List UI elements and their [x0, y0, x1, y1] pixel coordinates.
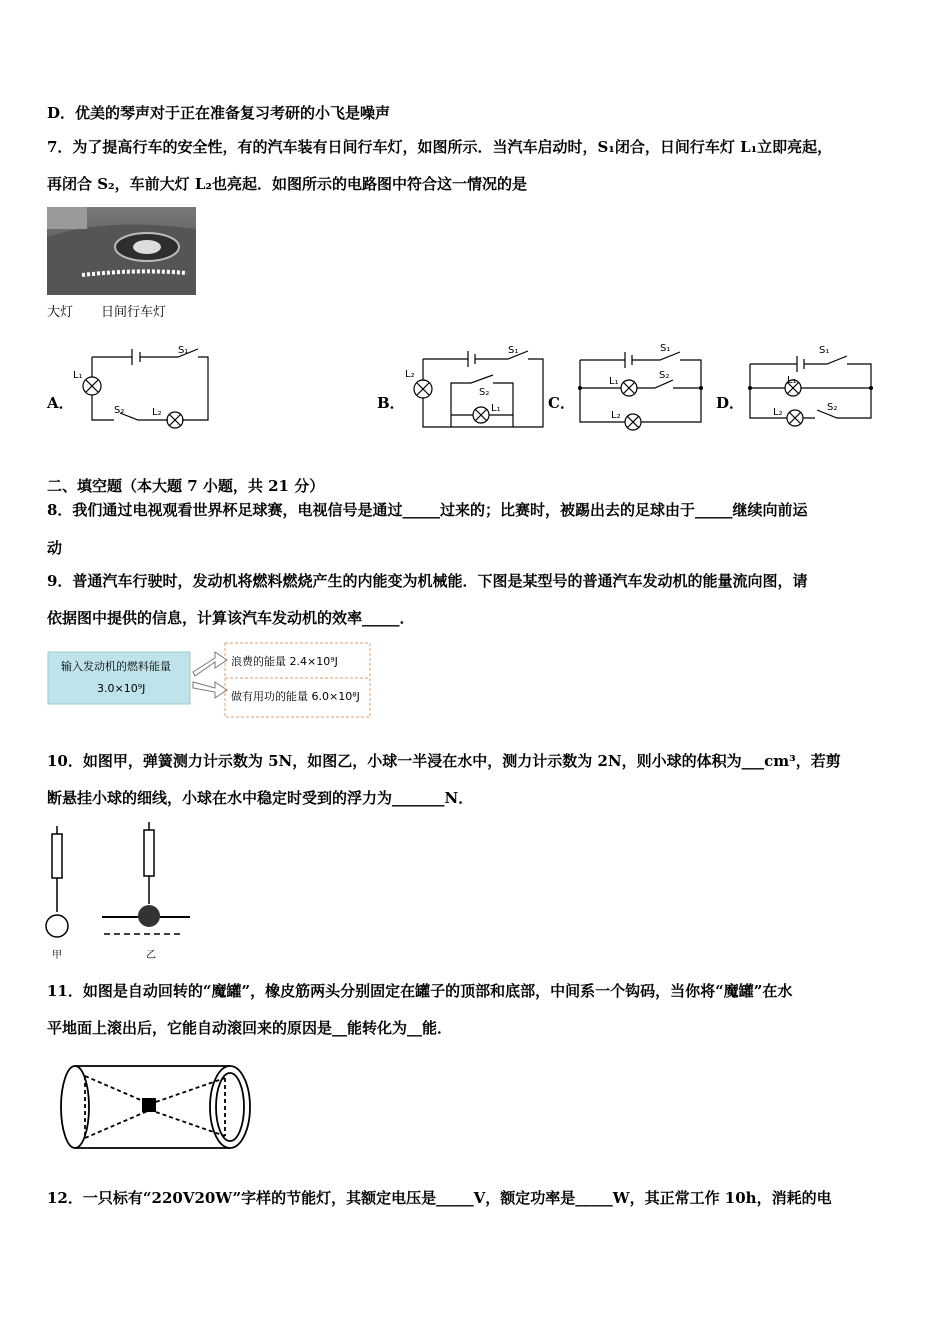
- circuit-b-s1: S₁: [508, 345, 519, 356]
- circuit-b-l2: L₂: [405, 369, 415, 380]
- energy-flow-diagram: [45, 640, 375, 722]
- input-value: 3.0×10⁹J: [97, 682, 146, 695]
- circuit-b: [403, 343, 546, 431]
- option-d-text: D．优美的琴声对于正在准备复习考研的小飞是噪声: [47, 104, 391, 122]
- q9-line2: 依据图中提供的信息，计算该汽车发动机的效率_____．: [47, 609, 415, 627]
- useful-energy: 做有用功的能量 6.0×10⁸J: [231, 690, 360, 703]
- circuit-d-s1: S₁: [819, 345, 830, 356]
- circuit-b-s2: S₂: [479, 387, 490, 398]
- circuit-d-s2: S₂: [827, 402, 838, 413]
- circuit-a: [70, 345, 212, 430]
- q11-line2: 平地面上滚出后，它能自动滚回来的原因是__能转化为__能．: [47, 1019, 453, 1037]
- circuit-d: [745, 340, 875, 432]
- circuit-d-l1: L₁: [787, 375, 797, 386]
- q12-line1: 12．一只标有“220V20W”字样的节能灯，其额定电压是_____V，额定功率是_____W，其正常工作 10h，消耗的电: [47, 1189, 832, 1207]
- option-d-label: D．: [716, 394, 745, 412]
- option-b-label: B．: [377, 394, 405, 412]
- option-a-label: A．: [47, 394, 74, 412]
- input-label: 输入发动机的燃料能量: [61, 660, 171, 673]
- q7-line1: 7．为了提高行车的安全性，有的汽车装有日间行车灯，如图所示．当汽车启动时，S₁闭合，日间行车灯 L₁立即亮起，: [47, 138, 833, 156]
- q9-line1: 9．普通汽车行驶时，发动机将燃料燃烧产生的内能变为机械能．下图是某型号的普通汽车发动机的能量流向图，请: [47, 572, 808, 590]
- caption-headlight: 大灯: [47, 305, 74, 320]
- option-c-label: C．: [548, 394, 575, 412]
- q8-line2: 动: [47, 539, 63, 557]
- circuit-a-l2: L₂: [152, 407, 162, 418]
- circuit-a-s2: S₂: [114, 405, 125, 416]
- q10-line1: 10．如图甲，弹簧测力计示数为 5N，如图乙，小球一半浸在水中，测力计示数为 2N，则小球的体积为___cm³，若剪: [47, 752, 841, 770]
- car-photo-drawing: [47, 207, 196, 295]
- q11-line1: 11．如图是自动回转的“魔罐”，橡皮筋两头分别固定在罐子的顶部和底部，中间系一个钩码，当你将“魔罐”在水: [47, 982, 793, 1000]
- circuit-c-l2: L₂: [611, 410, 621, 421]
- circuit-b-l1: L₁: [491, 403, 501, 414]
- car-photo: [47, 207, 196, 295]
- circuit-c: [575, 340, 705, 432]
- q8-line1: 8．我们通过电视观看世界杯足球赛，电视信号是通过_____过来的；比赛时，被踢出去的足球由于_____继续向前运: [47, 501, 808, 519]
- magic-can-figure: [55, 1058, 260, 1156]
- circuit-a-s1: S₁: [178, 345, 189, 356]
- spring-scale-figure: [42, 822, 197, 962]
- fig-yi: 乙: [146, 950, 156, 961]
- q10-line2: 断悬挂小球的细线，小球在水中稳定时受到的浮力为_______N．: [47, 789, 474, 807]
- circuit-c-s2: S₂: [659, 370, 670, 381]
- circuit-a-l1: L₁: [73, 370, 83, 381]
- q7-line2: 再闭合 S₂，车前大灯 L₂也亮起．如图所示的电路图中符合这一情况的是: [47, 175, 527, 193]
- waste-energy: 浪费的能量 2.4×10⁹J: [231, 655, 338, 668]
- caption-daytime-light: 日间行车灯: [101, 305, 167, 320]
- circuit-c-l1: L₁: [609, 376, 619, 387]
- circuit-c-s1: S₁: [660, 343, 671, 354]
- fig-jia: 甲: [52, 950, 62, 961]
- circuit-d-l2: L₂: [773, 407, 783, 418]
- section-2-heading: 二、填空题（本大题 7 小题，共 21 分）: [47, 477, 325, 495]
